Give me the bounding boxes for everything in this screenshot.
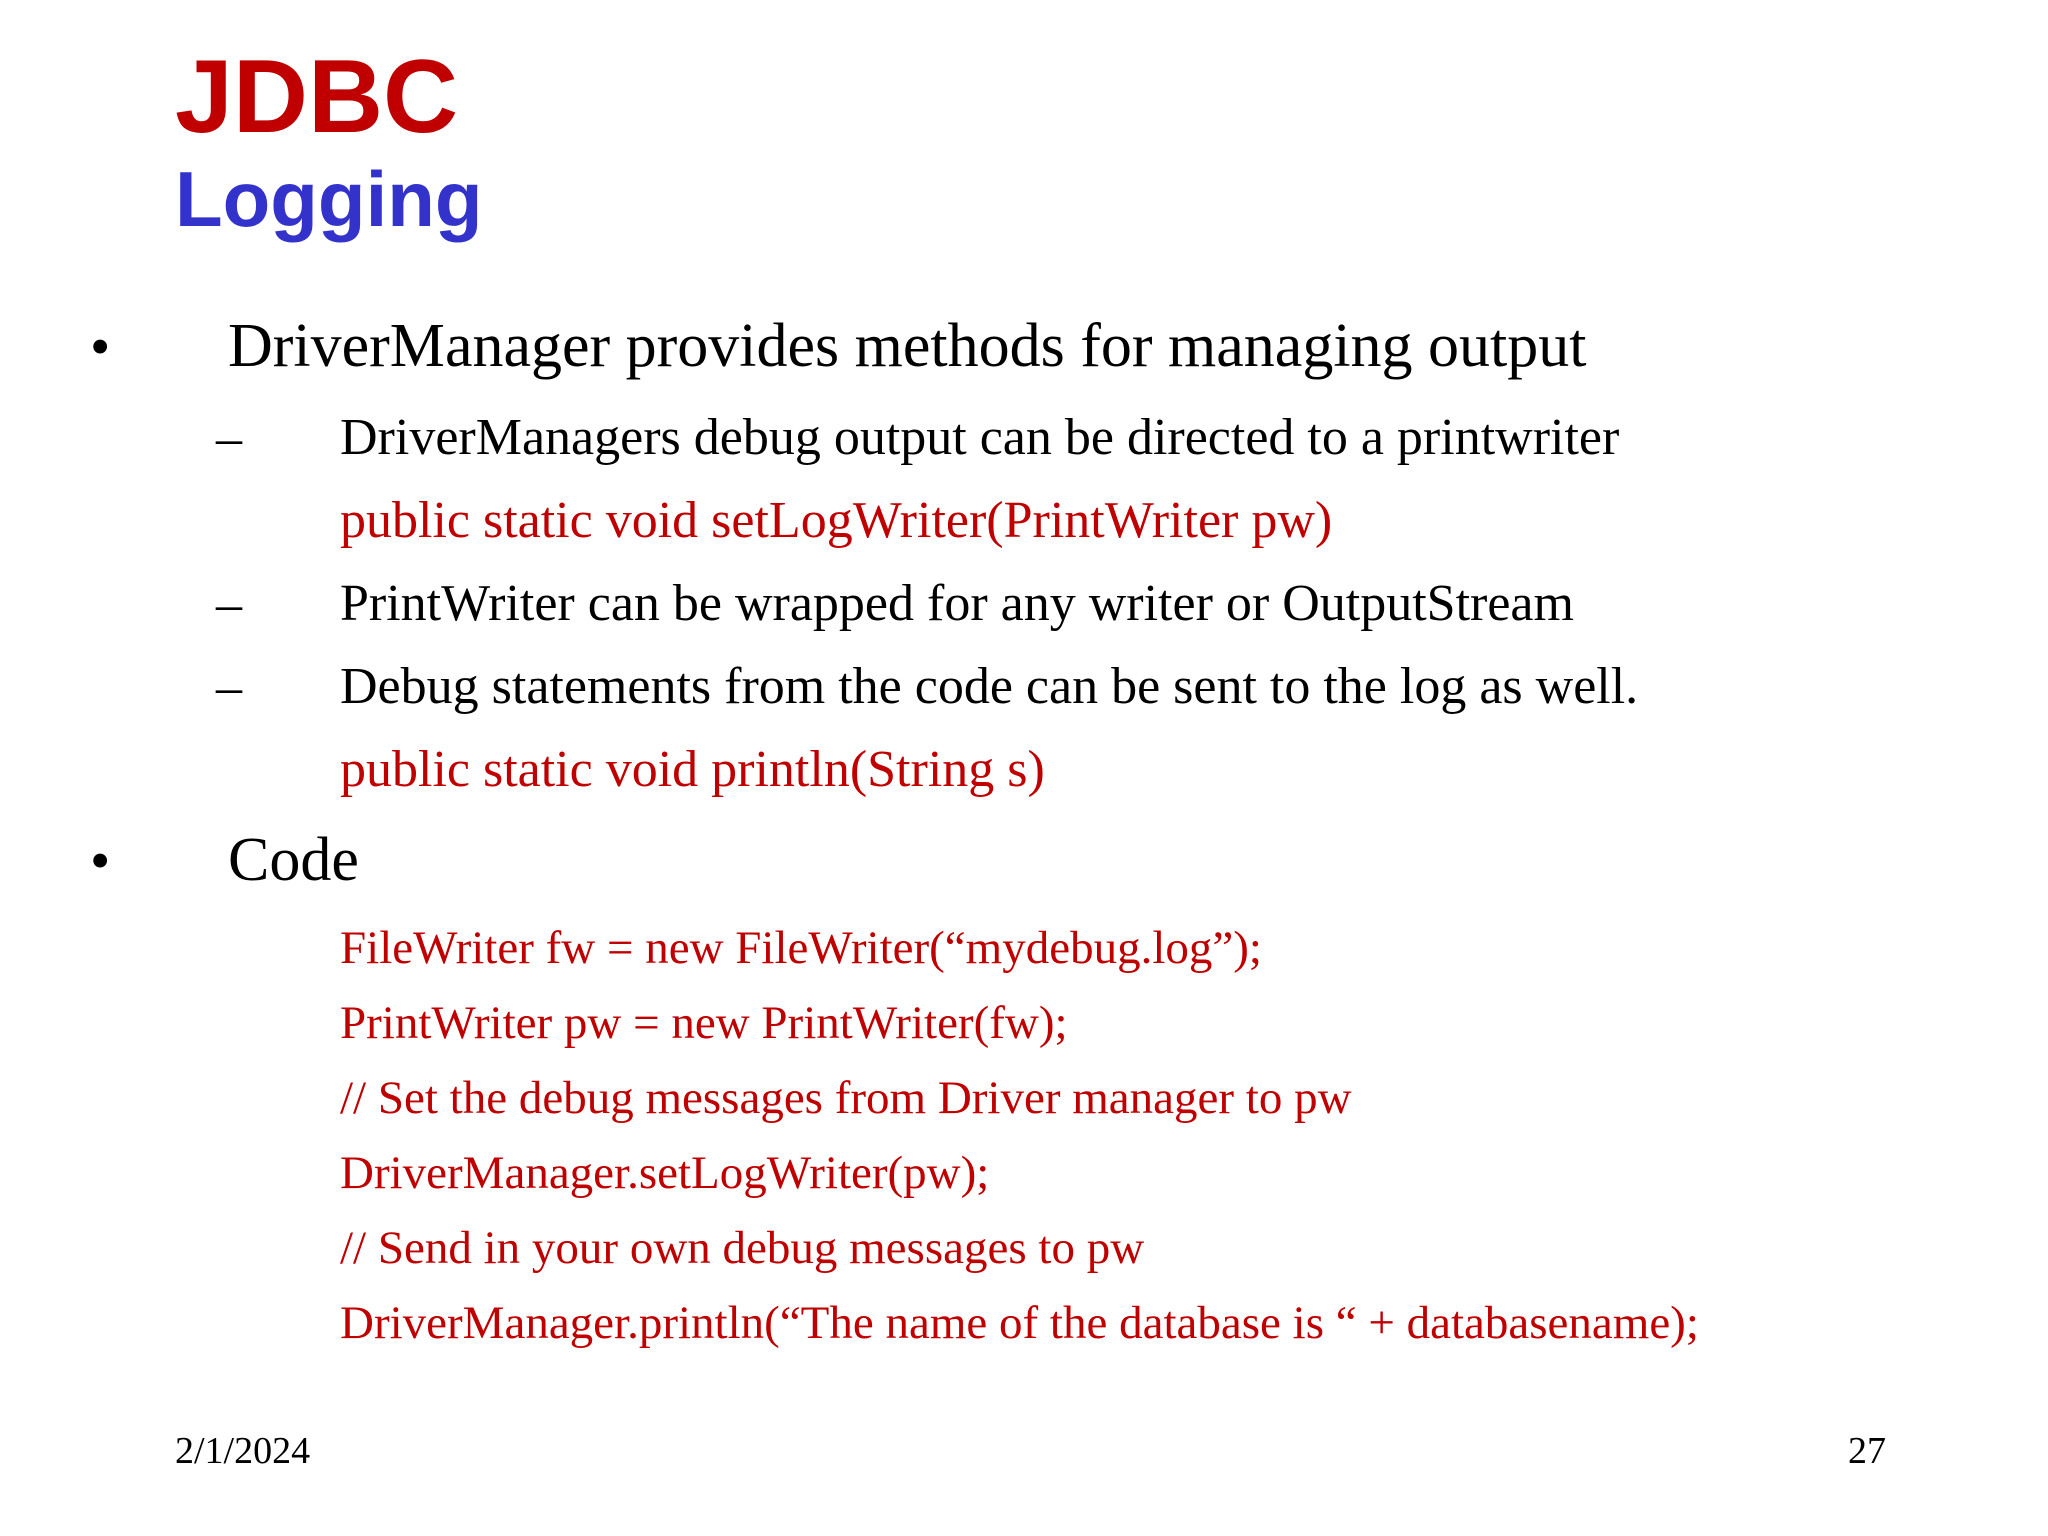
bullet-text: DriverManager provides methods for managing output [228,312,1587,380]
slide-number: 27 [1848,1430,1886,1472]
method-signature: public static void println(String s) [340,741,1045,798]
sub-item-marker: – [216,659,242,716]
sub-item-marker: – [216,576,242,633]
bullet-marker: • [90,828,111,893]
bullet-marker: • [90,314,111,379]
slide-title: JDBC [175,39,459,155]
sub-item-text: DriverManagers debug output can be directed to a printwriter [340,409,1620,466]
code-line: FileWriter fw = new FileWriter(“mydebug.log”); [340,922,1262,974]
code-line: PrintWriter pw = new PrintWriter(fw); [340,997,1068,1049]
code-line: DriverManager.println(“The name of the database is “ + databasename); [340,1297,1699,1349]
footer-date: 2/1/2024 [175,1430,311,1472]
sub-item-text: PrintWriter can be wrapped for any writer or OutputStream [340,575,1574,632]
sub-item-text: Debug statements from the code can be sent to the log as well. [340,658,1639,715]
sub-item-marker: – [216,410,242,467]
code-comment: // Set the debug messages from Driver manager to pw [340,1072,1352,1124]
code-line: DriverManager.setLogWriter(pw); [340,1147,990,1199]
method-signature: public static void setLogWriter(PrintWriter pw) [340,492,1333,549]
slide-subtitle: Logging [175,155,483,243]
bullet-text: Code [228,826,359,894]
code-comment: // Send in your own debug messages to pw [340,1222,1145,1274]
